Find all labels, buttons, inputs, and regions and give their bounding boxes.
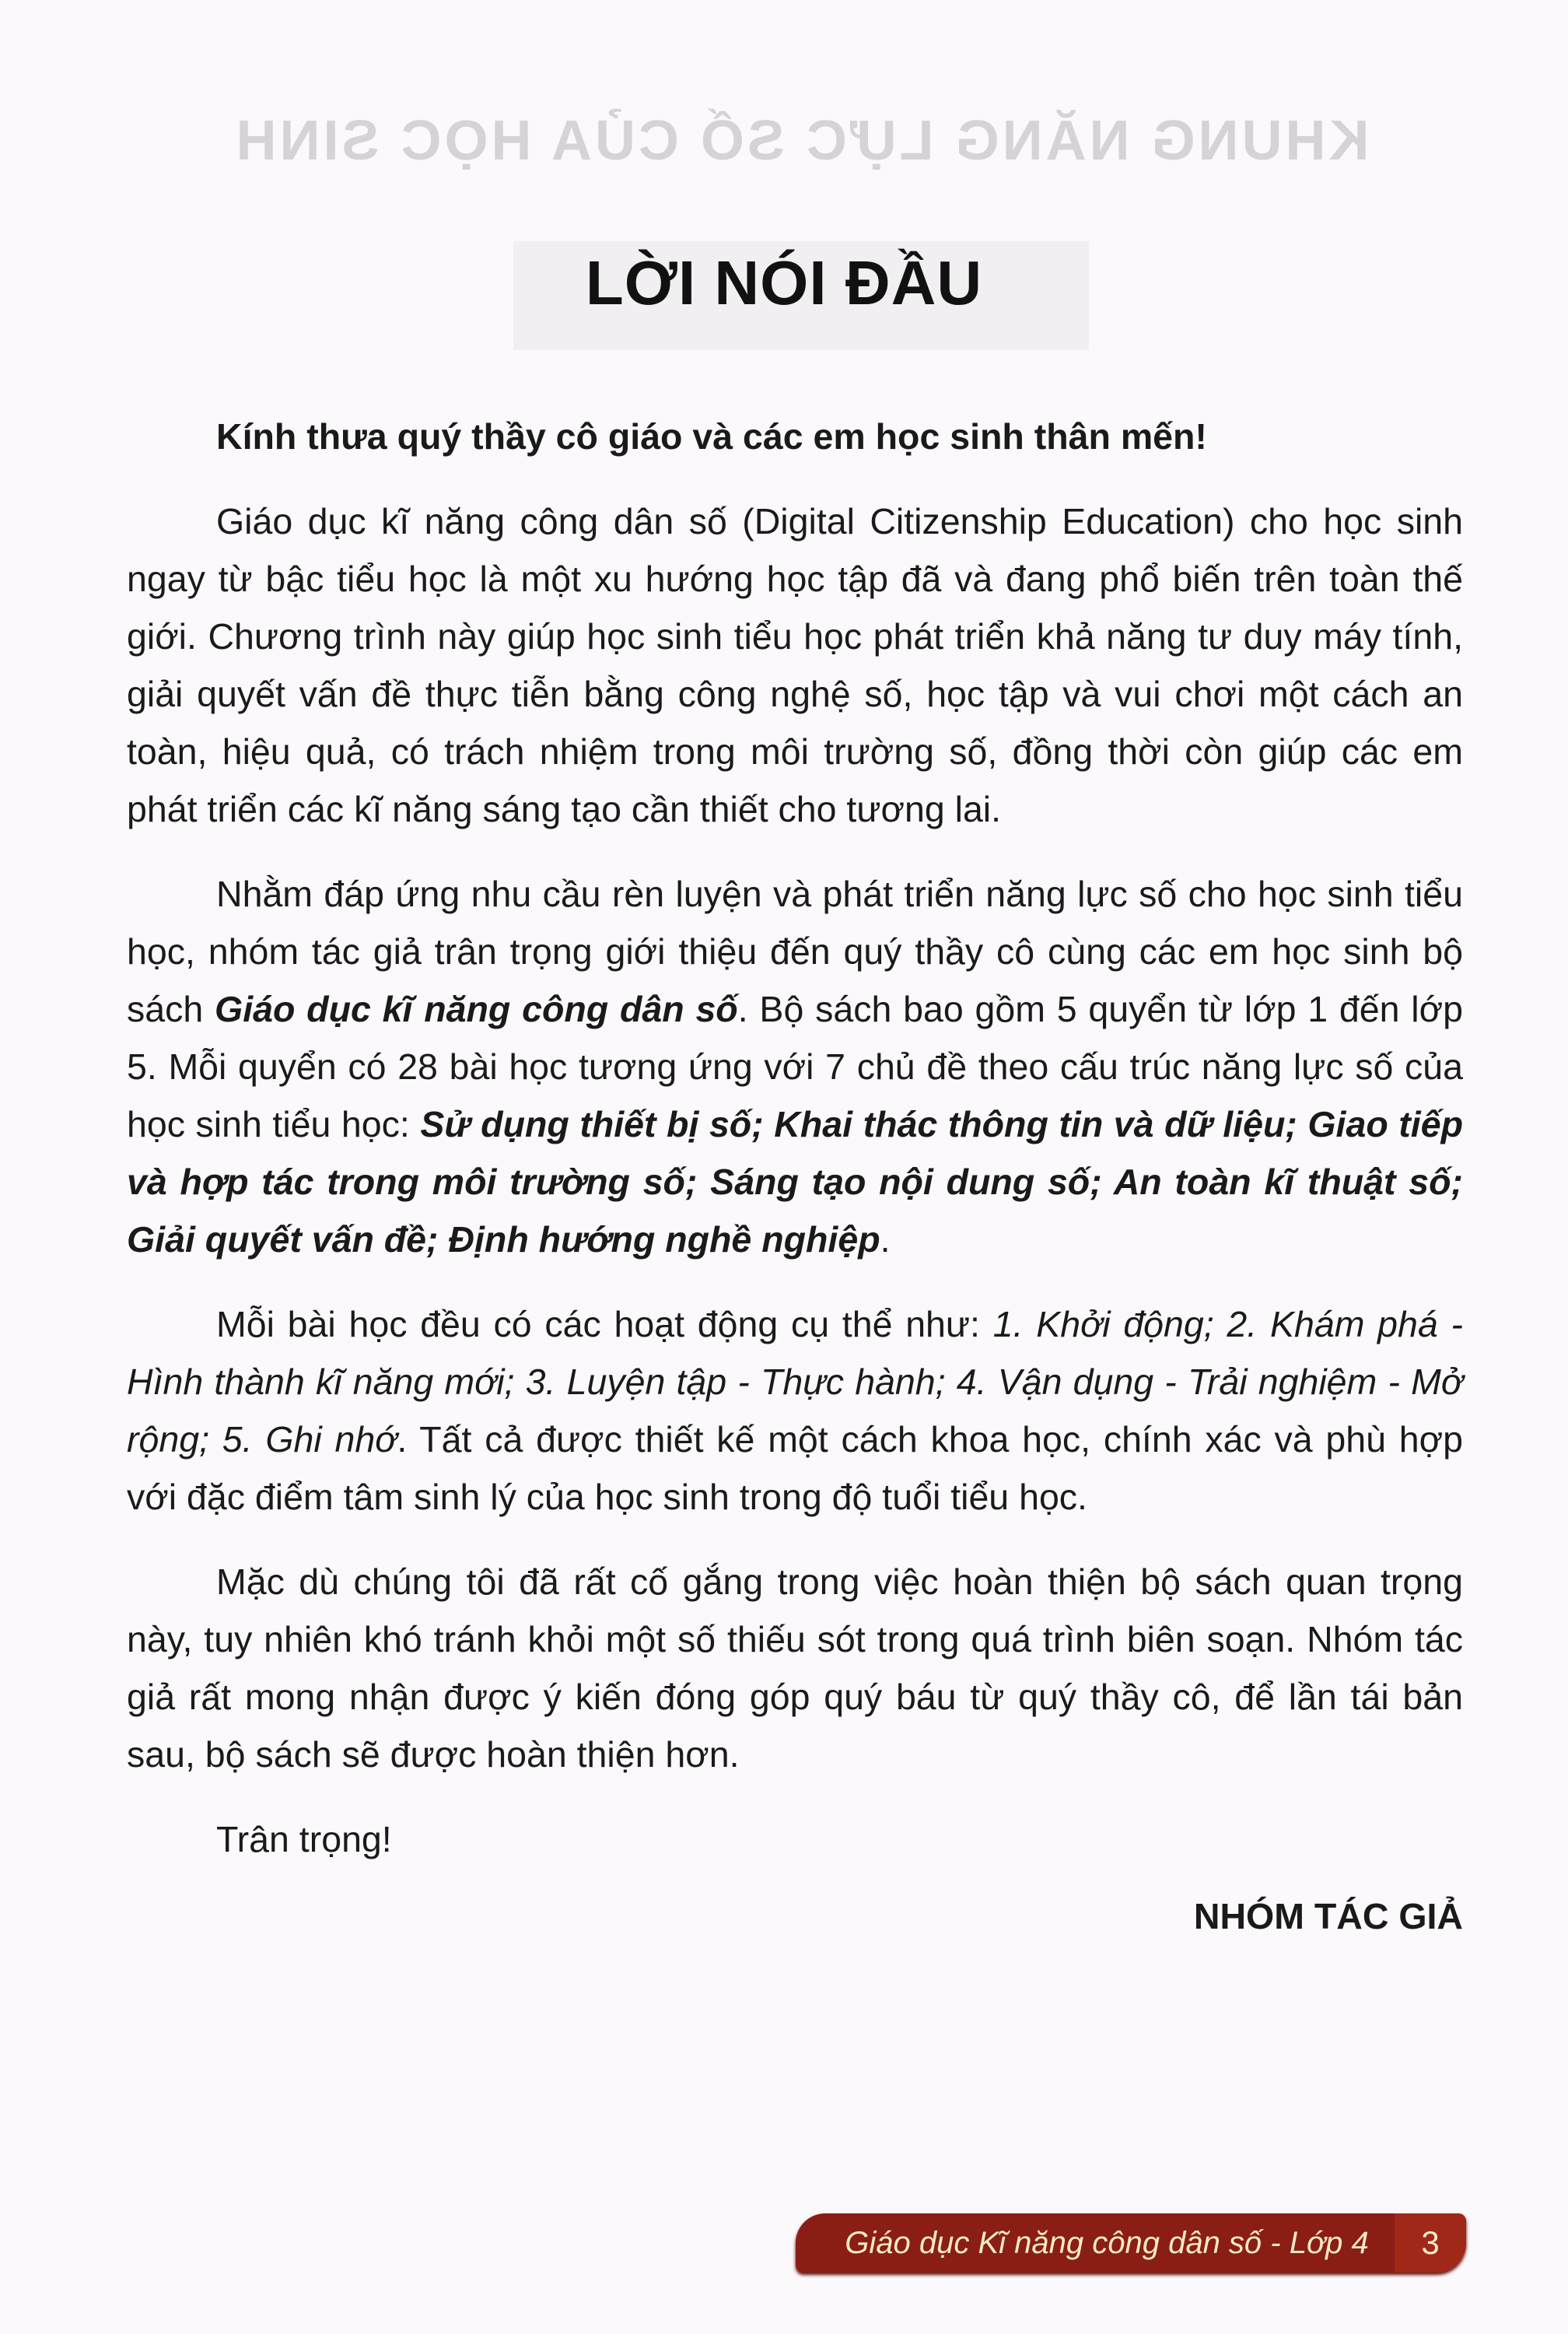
signature: NHÓM TÁC GIẢ xyxy=(1193,1896,1463,1936)
greeting: Kính thưa quý thầy cô giáo và các em học sinh thân mến! xyxy=(216,416,1207,457)
text: Mỗi bài học đều có các hoạt động cụ thể như: xyxy=(216,1304,993,1344)
closing: Trân trọng! xyxy=(216,1819,392,1859)
topic-list: Sử dụng thiết bị số; Khai thác thông tin và dữ liệu; Giao tiếp và hợp tác trong môi trường số; Sáng tạo nội dung số; An toàn kĩ thuật số; Giải quyết vấn đề; Định hướng nghề nghiệp xyxy=(127,1104,1463,1260)
text: . Tất cả được thiết kế một cách khoa học, chính xác và phù hợp với đặc điểm tâm sinh lý của học sinh trong độ tuổi tiểu học. xyxy=(127,1419,1464,1517)
page-title: LỜI NÓI ĐẦU xyxy=(585,248,983,317)
paragraph-1: Giáo dục kĩ năng công dân số (Digital Citizenship Education) cho học sinh ngay từ bậc tiểu học là một xu hướng học tập đã và đang phổ biến trên toàn thế giới. Chương trình này giúp học sinh tiểu học phát triển khả năng tư duy máy tính, giải quyết vấn đề thực tiễn bằng công nghệ số, học tập và vui chơi một cách an toàn, hiệu quả, có trách nhiệm trong môi trường số, đồng thời còn giúp các em phát triển các kĩ năng sáng tạo cần thiết cho tương lai. xyxy=(127,501,1463,829)
page-number: 3 xyxy=(1395,2213,1466,2273)
preface-body xyxy=(127,408,1463,1972)
show-through-heading: KHUNG NĂNG LỰC SỐ CỦA HỌC SINH xyxy=(233,110,1370,172)
text: . xyxy=(880,1219,891,1260)
text: . Bộ sách bao gồm 5 quyển từ lớp 1 đến lớp 5. Mỗi quyển có 28 bài học tương ứng với 7 chủ đề theo cấu trúc năng lực số của học sinh tiểu học: xyxy=(127,989,1463,1144)
paragraph-4: Mặc dù chúng tôi đã rất cố gắng trong việc hoàn thiện bộ sách quan trọng này, tuy nhiên khó tránh khỏi một số thiếu sót trong quá trình biên soạn. Nhóm tác giả rất mong nhận được ý kiến đóng góp quý báu từ quý thầy cô, để lần tái bản sau, bộ sách sẽ được hoàn thiện hơn. xyxy=(127,1561,1463,1775)
text: Nhằm đáp ứng nhu cầu rèn luyện và phát triển năng lực số cho học sinh tiểu học, nhóm tác giả trân trọng giới thiệu đến quý thầy cô cùng các em học sinh bộ sách xyxy=(127,874,1463,1029)
book-name: Giáo dục kĩ năng công dân số xyxy=(215,989,738,1029)
page-footer-banner xyxy=(796,2213,1466,2273)
paragraph-2 xyxy=(127,865,1463,1268)
footer-book-title: Giáo dục Kĩ năng công dân số - Lớp 4 xyxy=(845,2225,1369,2260)
paragraph-3 xyxy=(127,1295,1463,1526)
activity-steps: 1. Khởi động; 2. Khám phá - Hình thành kĩ năng mới; 3. Luyện tập - Thực hành; 4. Vận dụng - Trải nghiệm - Mở rộng; 5. Ghi nhớ xyxy=(127,1304,1463,1460)
